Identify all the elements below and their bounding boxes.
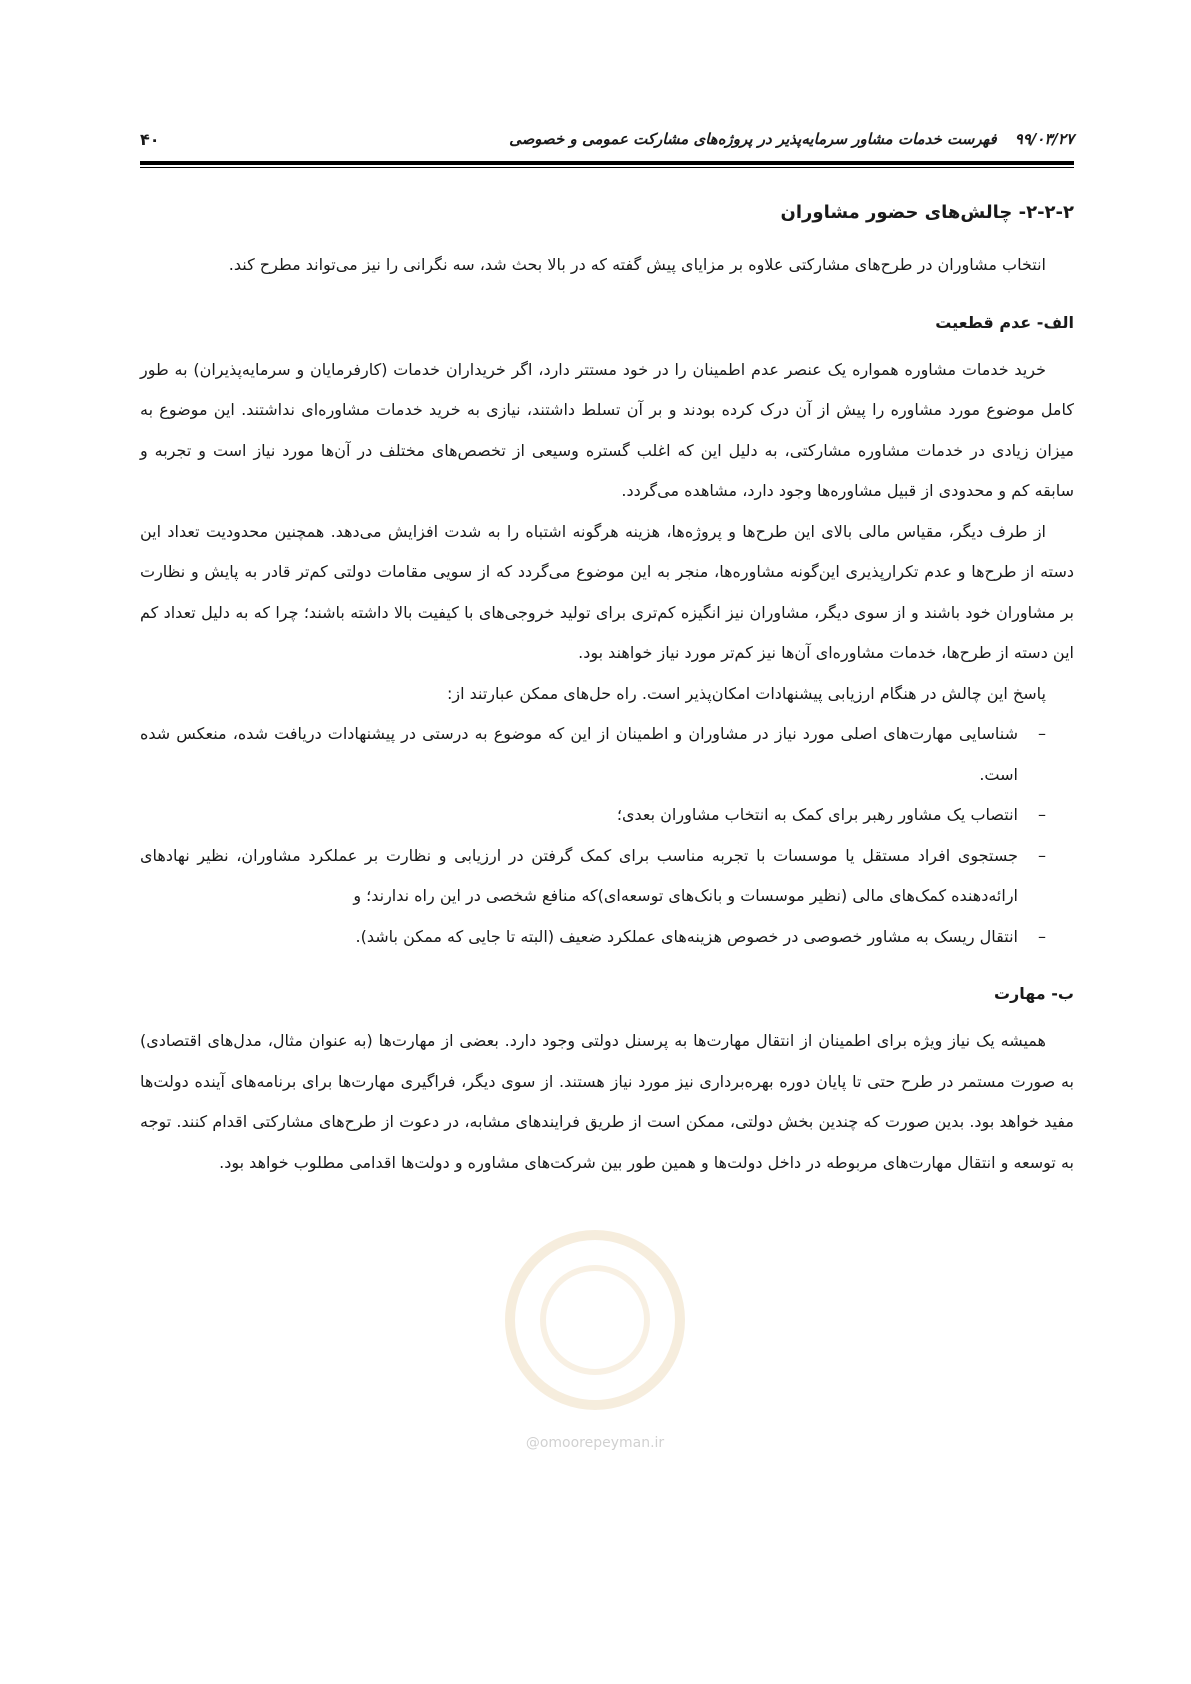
header-rule-thick <box>140 161 1074 165</box>
part-a-paragraph-3: پاسخ این چالش در هنگام ارزیابی پیشنهادات امکان‌پذیر است. راه حل‌های ممکن عبارتند از: <box>446 683 1046 703</box>
main-content <box>140 195 1074 1183</box>
list-item: – جستجوی افراد مستقل یا موسسات با تجربه مناسب برای کمک گرفتن در ارزیابی و نظارت بر عملکرد مشاوران، نظیر نهادهای ارائه‌دهنده کمک‌های مالی (نظیر موسسات و بانک‌های توسعه‌ای)که منافع شخصی در این راه ندارند؛ و <box>140 836 1046 917</box>
part-a-heading: الف- عدم قطعیت <box>935 312 1074 332</box>
watermark-seal-inner-icon <box>540 1265 650 1375</box>
section-intro: انتخاب مشاوران در طرح‌های مشارکتی علاوه بر مزایای پیش گفته که در بالا بحث شد، سه نگرانی را نیز می‌تواند مطرح کند. <box>228 255 1046 274</box>
part-b-heading: ب- مهارت <box>993 984 1074 1003</box>
header-title: فهرست خدمات مشاور سرمایه‌پذیر در پروژه‌های مشارکت عمومی و خصوصی <box>509 130 997 148</box>
watermark-seal-icon <box>505 1230 685 1410</box>
header-date: ۹۹/۰۳/۲۷ <box>1014 130 1074 148</box>
list-item: – انتقال ریسک به مشاور خصوصی در خصوص هزینه‌های عملکرد ضعیف (البته تا جایی که ممکن باشد). <box>140 917 1046 958</box>
part-a-paragraph-1: خرید خدمات مشاوره همواره یک عنصر عدم اطمینان را در خود مستتر دارد، اگر خریداران خدمات (کارفرمایان و سرمایه‌پذیران) به طور کامل موضوع مورد مشاوره را پیش از آن درک کرده بودند و بر آن تسلط داشتند، نیازی به خرید خدمات مشاوره‌ای نداشتند. این موضوع به میزان زیادی در خدمات مشاوره مشارکتی، به دلیل این که اغلب گستره وسیعی از تخصص‌های مختلف در آن‌ها مورد نیاز است و تجربه و سابقه کم و محدودی از قبیل مشاوره‌ها وجود دارد، مشاهده می‌گردد. <box>140 359 1074 500</box>
section-heading: ۲-۲-۲- چالش‌های حضور مشاوران <box>780 202 1074 223</box>
page-number: ۴۰ <box>140 130 160 149</box>
list-item: – شناسایی مهارت‌های اصلی مورد نیاز در مشاوران و اطمینان از این که موضوع به درستی در پیشنهادات دریافت شده، منعکس شده است. <box>140 714 1046 795</box>
running-header <box>140 126 1074 156</box>
part-a-paragraph-2: از طرف دیگر، مقیاس مالی بالای این طرح‌ها و پروژه‌ها، هزینه هرگونه اشتباه را به شدت افزایش می‌دهد. همچنین محدودیت تعداد این دسته از طرح‌ها و عدم تکرارپذیری این‌گونه مشاوره‌ها، منجر به این موضوع می‌گردد که از سویی مقامات دولتی کم‌تر قادر به پایش و نظارت بر مشاوران خود باشند و از سوی دیگر، مشاوران نیز انگیزه کم‌تری برای تولید خروجی‌های با کیفیت بالا داشته باشند؛ چرا که به دلیل تعداد کم این دسته از طرح‌ها، خدمات مشاوره‌ای آن‌ها نیز کم‌تر مورد نیاز خواهند بود. <box>140 521 1074 662</box>
running-title <box>509 130 1074 148</box>
watermark-text: @omoorepeyman.ir <box>525 1435 665 1451</box>
solutions-list <box>140 714 1074 957</box>
header-rule-thin <box>140 167 1074 168</box>
list-item: – انتصاب یک مشاور رهبر برای کمک به انتخاب مشاوران بعدی؛ <box>140 795 1046 836</box>
watermark <box>470 1230 720 1490</box>
part-b-paragraph: همیشه یک نیاز ویژه برای اطمینان از انتقال مهارت‌ها به پرسنل دولتی وجود دارد. بعضی از مهارت‌ها (به عنوان مثال، مدل‌های اقتصادی) به صورت مستمر در طرح حتی تا پایان دوره بهره‌برداری نیز مورد نیاز هستند. از سوی دیگر، فراگیری مهارت‌ها برای برنامه‌های آینده دولت‌ها مفید خواهد بود. بدین صورت که چندین بخش دولتی، ممکن است از طریق فرایندهای مشابه، در دعوت از طرح‌های مشارکتی اقدام کنند. توجه به توسعه و انتقال مهارت‌های مربوطه در داخل دولت‌ها و همین طور بین شرکت‌های مشاوره و دولت‌ها اقدامی مطلوب خواهد بود. <box>140 1031 1074 1172</box>
